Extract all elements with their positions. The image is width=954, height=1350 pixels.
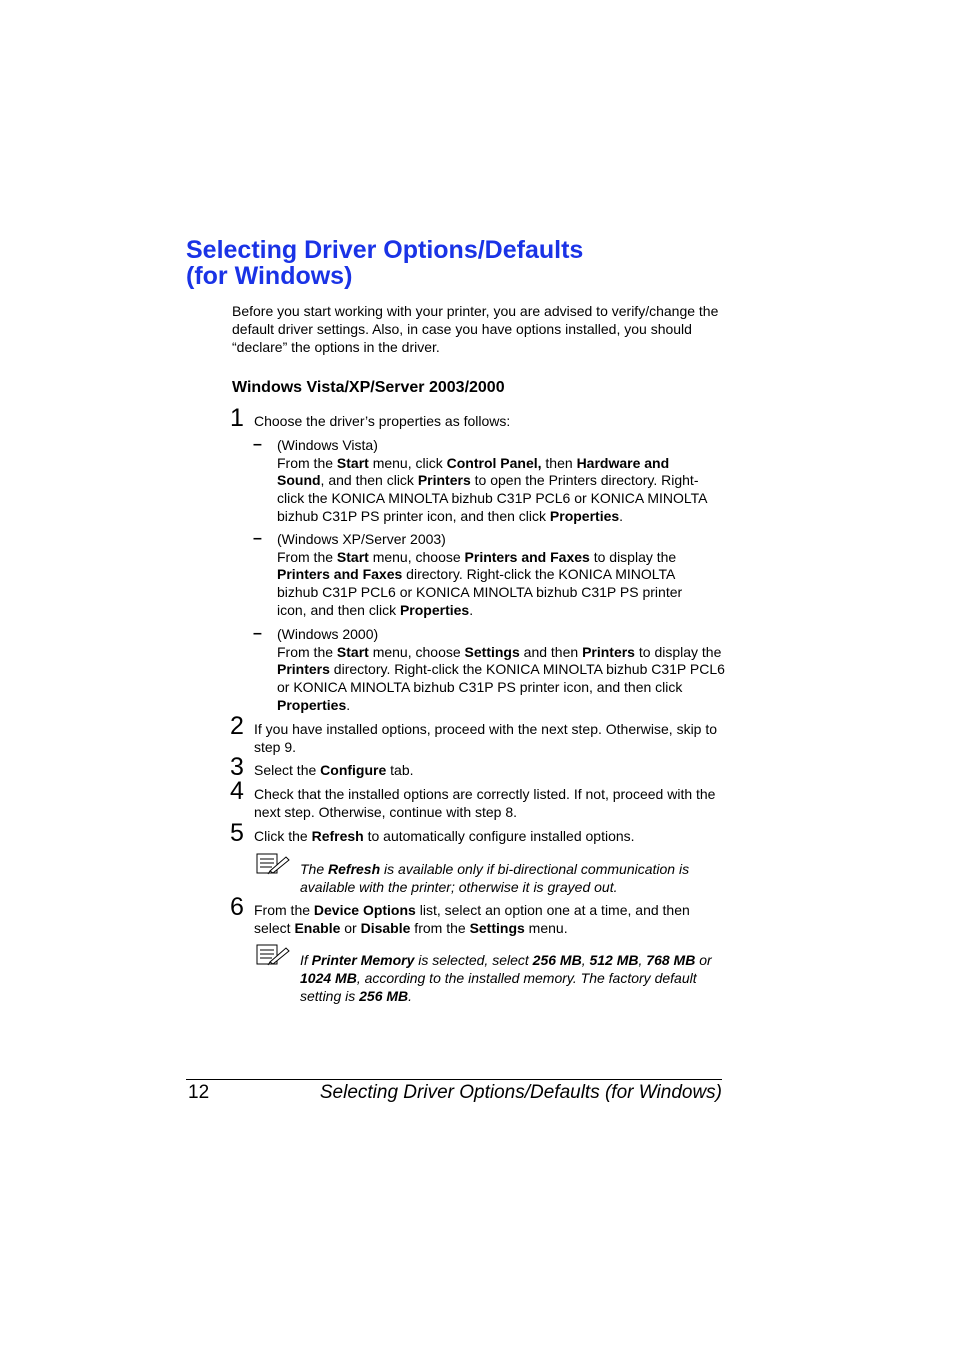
text-run: or xyxy=(695,952,712,968)
bold-run: Refresh xyxy=(311,828,364,844)
text-run: From the xyxy=(277,643,337,660)
text-run: and then xyxy=(519,643,583,660)
text-run: to display the xyxy=(634,643,722,660)
text-run: or xyxy=(340,919,361,936)
text-run: menu. xyxy=(524,919,568,936)
text-run: From the xyxy=(277,454,337,471)
page-title xyxy=(186,237,583,289)
bold-run: Start xyxy=(336,548,369,565)
text-run: , according to the installed memory. The factory default setting is xyxy=(300,970,697,1004)
text-run: to display the xyxy=(589,548,677,565)
step-4-number: 4 xyxy=(230,777,244,805)
text-run: Select the xyxy=(254,762,321,778)
bold-run: Configure xyxy=(320,762,387,778)
bold-run: Start xyxy=(336,454,369,471)
bold-run: Settings xyxy=(464,643,520,660)
bold-run: Hardware and Sound xyxy=(277,454,670,489)
substep-xp-label: (Windows XP/Server 2003) xyxy=(277,531,446,547)
dash-bullet: – xyxy=(253,625,262,642)
footer-rule xyxy=(186,1079,722,1080)
text-run: tab. xyxy=(386,762,414,778)
text-run: menu, choose xyxy=(368,643,465,660)
text-run: , xyxy=(638,952,647,968)
bold-run: 768 MB xyxy=(646,952,696,968)
dash-bullet: – xyxy=(253,436,262,453)
section-subheading: Windows Vista/XP/Server 2003/2000 xyxy=(232,379,505,396)
bold-run: Printers xyxy=(417,472,471,489)
page-title-line2: (for Windows) xyxy=(186,262,353,290)
note-pencil-icon xyxy=(256,853,290,875)
step-2-number: 2 xyxy=(230,712,244,740)
text-run: then xyxy=(541,454,577,471)
page-title-line1: Selecting Driver Options/Defaults xyxy=(186,236,584,264)
text-run: from the xyxy=(410,919,470,936)
text-run: is available only if bi-directional communication is available with the printer; otherwise it is grayed out. xyxy=(300,861,690,895)
text-run: Click the xyxy=(254,828,312,844)
bold-run: 256 MB xyxy=(359,988,409,1004)
substep-xp xyxy=(277,531,707,620)
text-run: to automatically configure installed options. xyxy=(363,828,635,844)
bold-run: Printers xyxy=(582,643,635,660)
step-1-number: 1 xyxy=(230,404,244,432)
text-run: , and then click xyxy=(320,472,418,489)
step-6-text xyxy=(254,902,720,937)
page-number: 12 xyxy=(188,1082,210,1103)
step-2-text: If you have installed options, proceed with the next step. Otherwise, skip to step 9. xyxy=(254,721,718,755)
substep-2000 xyxy=(277,626,725,715)
text-run: list, select an option one at a time, and then select xyxy=(254,902,690,936)
text-run: . xyxy=(619,507,624,524)
step-6-number: 6 xyxy=(230,893,244,921)
text-run: directory. Right-click the KONICA MINOLTA bizhub C31P PCL6 or KONICA MINOLTA bizhub C31P PS printer icon, and then click xyxy=(277,661,725,696)
bold-run: Disable xyxy=(360,919,411,936)
text-run: is selected, select xyxy=(414,952,533,968)
note-2-text xyxy=(300,951,725,1005)
bold-run: Printers and Faxes xyxy=(464,548,590,565)
step-3-number: 3 xyxy=(230,753,244,781)
intro-paragraph: Before you start working with your printer, you are advised to verify/change the default driver settings. Also, in case you have options installed, you should “declare” the options in the driver. xyxy=(232,303,719,355)
note-1-text xyxy=(300,860,730,896)
bold-run: Printers xyxy=(277,661,330,678)
text-run: . xyxy=(469,601,474,618)
bold-run: 512 MB xyxy=(589,952,639,968)
bold-run: 1024 MB xyxy=(300,970,357,986)
text-run: From the xyxy=(277,548,337,565)
bold-run: Properties xyxy=(277,696,347,713)
substep-vista xyxy=(277,437,717,526)
text-run: From the xyxy=(254,902,314,918)
step-4-text: Check that the installed options are correctly listed. If not, proceed with the next step. Otherwise, continue with step 8. xyxy=(254,786,716,820)
bold-run: Start xyxy=(336,643,369,660)
text-run: . xyxy=(346,696,351,713)
text-run: , xyxy=(581,952,590,968)
footer-title: Selecting Driver Options/Defaults (for Windows) xyxy=(319,1082,722,1103)
bold-run: Settings xyxy=(469,919,525,936)
text-run: directory. Right-click the KONICA MINOLTA bizhub C31P PCL6 or KONICA MINOLTA bizhub C31P PS printer icon, and then click xyxy=(277,566,683,618)
bold-run: 256 MB xyxy=(532,952,582,968)
text-run: to open the Printers directory. Right-click the KONICA MINOLTA bizhub C31P PCL6 or KONICA MINOLTA bizhub C31P PS printer icon, and then click xyxy=(277,472,707,524)
note-pencil-icon xyxy=(256,944,290,966)
bold-run: Printer Memory xyxy=(311,952,415,968)
dash-bullet: – xyxy=(253,530,262,547)
text-run: . xyxy=(408,988,413,1004)
bold-run: Control Panel, xyxy=(446,454,542,471)
step-1-text: Choose the driver’s properties as follows: xyxy=(254,413,511,429)
step-3-text xyxy=(254,762,734,780)
step-5-number: 5 xyxy=(230,819,244,847)
text-run: If xyxy=(300,952,312,968)
bold-run: Properties xyxy=(549,507,620,524)
text-run: menu, click xyxy=(368,454,447,471)
bold-run: Device Options xyxy=(313,902,416,918)
bold-run: Refresh xyxy=(328,861,381,877)
text-run: The xyxy=(300,861,329,877)
step-5-text xyxy=(254,828,734,846)
bold-run: Printers and Faxes xyxy=(277,566,403,583)
text-run: menu, choose xyxy=(368,548,465,565)
substep-vista-label: (Windows Vista) xyxy=(277,437,378,453)
bold-run: Enable xyxy=(294,919,341,936)
substep-2000-label: (Windows 2000) xyxy=(277,626,379,642)
bold-run: Properties xyxy=(399,601,470,618)
